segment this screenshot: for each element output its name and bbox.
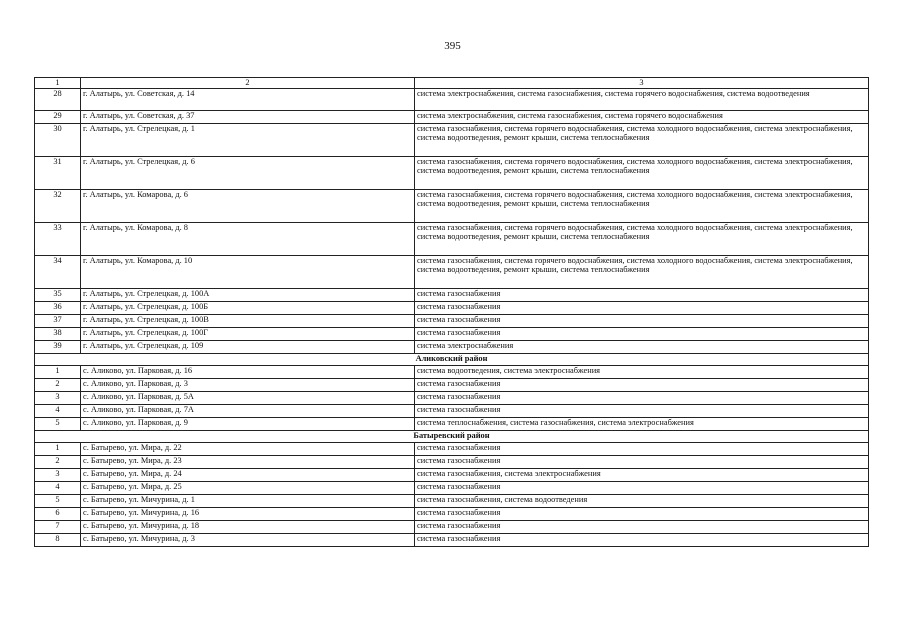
row-systems: система газоснабжения <box>415 378 869 391</box>
row-address: г. Алатырь, ул. Стрелецкая, д. 6 <box>81 156 415 189</box>
table-row <box>35 455 869 468</box>
row-number: 37 <box>35 314 81 327</box>
table-row <box>35 88 869 110</box>
table-row <box>35 494 869 507</box>
row-systems: система водоотведения, система электроснабжения <box>415 365 869 378</box>
table-row <box>35 365 869 378</box>
row-address: г. Алатырь, ул. Стрелецкая, д. 100А <box>81 288 415 301</box>
row-address: г. Алатырь, ул. Комарова, д. 10 <box>81 255 415 288</box>
row-address: г. Алатырь, ул. Стрелецкая, д. 100Б <box>81 301 415 314</box>
row-number: 32 <box>35 189 81 222</box>
row-systems: система газоснабжения <box>415 507 869 520</box>
page-number: 395 <box>444 40 461 52</box>
row-number: 1 <box>35 365 81 378</box>
row-number: 38 <box>35 327 81 340</box>
row-address: г. Алатырь, ул. Стрелецкая, д. 1 <box>81 123 415 156</box>
row-systems: система газоснабжения, система горячего водоснабжения, система холодного водоснабжения, система электроснабжения, система водоотведения, ремонт крыши, система теплоснабжения <box>415 255 869 288</box>
row-systems: система газоснабжения, система горячего водоснабжения, система холодного водоснабжения, система электроснабжения, система водоотведения, ремонт крыши, система теплоснабжения <box>415 222 869 255</box>
table-row <box>35 391 869 404</box>
table-row <box>35 481 869 494</box>
row-address: с. Батырево, ул. Мичурина, д. 18 <box>81 520 415 533</box>
row-number: 2 <box>35 455 81 468</box>
row-systems: система газоснабжения, система электроснабжения <box>415 468 869 481</box>
district-section-row <box>35 353 869 365</box>
row-systems: система газоснабжения <box>415 533 869 546</box>
row-systems: система газоснабжения, система водоотведения <box>415 494 869 507</box>
row-systems: система газоснабжения, система горячего водоснабжения, система холодного водоснабжения, система электроснабжения, система водоотведения, ремонт крыши, система теплоснабжения <box>415 123 869 156</box>
row-systems: система газоснабжения <box>415 288 869 301</box>
table-row <box>35 110 869 123</box>
district-title: Аликовский район <box>35 353 869 365</box>
row-address: с. Аликово, ул. Парковая, д. 3 <box>81 378 415 391</box>
row-systems: система газоснабжения <box>415 481 869 494</box>
row-number: 1 <box>35 442 81 455</box>
row-systems: система газоснабжения <box>415 301 869 314</box>
table-row <box>35 520 869 533</box>
table-row <box>35 156 869 189</box>
row-address: г. Алатырь, ул. Стрелецкая, д. 100В <box>81 314 415 327</box>
table-row <box>35 378 869 391</box>
row-systems: система газоснабжения <box>415 404 869 417</box>
table-row <box>35 189 869 222</box>
row-number: 5 <box>35 417 81 430</box>
row-systems: система газоснабжения <box>415 442 869 455</box>
row-address: г. Алатырь, ул. Комарова, д. 8 <box>81 222 415 255</box>
row-systems: система газоснабжения <box>415 520 869 533</box>
column-header-2: 2 <box>81 78 415 89</box>
row-number: 34 <box>35 255 81 288</box>
row-number: 5 <box>35 494 81 507</box>
table-row <box>35 123 869 156</box>
row-number: 36 <box>35 301 81 314</box>
table-row <box>35 255 869 288</box>
row-number: 2 <box>35 378 81 391</box>
table-row <box>35 533 869 546</box>
table-row <box>35 417 869 430</box>
row-number: 4 <box>35 404 81 417</box>
table-row <box>35 314 869 327</box>
row-address: с. Батырево, ул. Мичурина, д. 16 <box>81 507 415 520</box>
row-address: г. Алатырь, ул. Стрелецкая, д. 100Г <box>81 327 415 340</box>
row-systems: система газоснабжения <box>415 391 869 404</box>
table-row <box>35 327 869 340</box>
table-row <box>35 507 869 520</box>
row-systems: система газоснабжения, система горячего водоснабжения, система холодного водоснабжения, система электроснабжения, система водоотведения, ремонт крыши, система теплоснабжения <box>415 189 869 222</box>
row-address: г. Алатырь, ул. Стрелецкая, д. 109 <box>81 340 415 353</box>
table-row <box>35 468 869 481</box>
table-row <box>35 404 869 417</box>
district-section-row <box>35 430 869 442</box>
row-address: г. Алатырь, ул. Советская, д. 14 <box>81 88 415 110</box>
row-systems: система газоснабжения <box>415 314 869 327</box>
row-systems: система электроснабжения, система газоснабжения, система горячего водоснабжения <box>415 110 869 123</box>
row-systems: система газоснабжения <box>415 455 869 468</box>
table-row <box>35 442 869 455</box>
row-number: 33 <box>35 222 81 255</box>
table-row <box>35 340 869 353</box>
row-number: 6 <box>35 507 81 520</box>
table-body <box>35 78 869 547</box>
row-address: с. Батырево, ул. Мичурина, д. 3 <box>81 533 415 546</box>
row-address: с. Батырево, ул. Мира, д. 22 <box>81 442 415 455</box>
row-address: с. Аликово, ул. Парковая, д. 16 <box>81 365 415 378</box>
objects-table <box>34 77 869 547</box>
table-row <box>35 288 869 301</box>
row-number: 30 <box>35 123 81 156</box>
row-systems: система электроснабжения, система газоснабжения, система горячего водоснабжения, система водоотведения <box>415 88 869 110</box>
row-number: 4 <box>35 481 81 494</box>
row-number: 8 <box>35 533 81 546</box>
column-header-3: 3 <box>415 78 869 89</box>
row-address: с. Батырево, ул. Мичурина, д. 1 <box>81 494 415 507</box>
row-address: с. Аликово, ул. Парковая, д. 7А <box>81 404 415 417</box>
row-address: с. Батырево, ул. Мира, д. 24 <box>81 468 415 481</box>
row-address: с. Батырево, ул. Мира, д. 23 <box>81 455 415 468</box>
table-row <box>35 301 869 314</box>
table-row <box>35 222 869 255</box>
row-number: 29 <box>35 110 81 123</box>
row-number: 35 <box>35 288 81 301</box>
row-number: 7 <box>35 520 81 533</box>
row-systems: система газоснабжения, система горячего водоснабжения, система холодного водоснабжения, система электроснабжения, система водоотведения, ремонт крыши, система теплоснабжения <box>415 156 869 189</box>
row-number: 39 <box>35 340 81 353</box>
row-address: с. Батырево, ул. Мира, д. 25 <box>81 481 415 494</box>
row-address: с. Аликово, ул. Парковая, д. 9 <box>81 417 415 430</box>
column-header-1: 1 <box>35 78 81 89</box>
row-number: 3 <box>35 468 81 481</box>
row-number: 28 <box>35 88 81 110</box>
row-systems: система газоснабжения <box>415 327 869 340</box>
row-address: г. Алатырь, ул. Советская, д. 37 <box>81 110 415 123</box>
row-number: 3 <box>35 391 81 404</box>
column-header-row <box>35 78 869 89</box>
row-address: с. Аликово, ул. Парковая, д. 5А <box>81 391 415 404</box>
district-title: Батыревский район <box>35 430 869 442</box>
row-number: 31 <box>35 156 81 189</box>
row-address: г. Алатырь, ул. Комарова, д. 6 <box>81 189 415 222</box>
row-systems: система электроснабжения <box>415 340 869 353</box>
row-systems: система теплоснабжения, система газоснабжения, система электроснабжения <box>415 417 869 430</box>
